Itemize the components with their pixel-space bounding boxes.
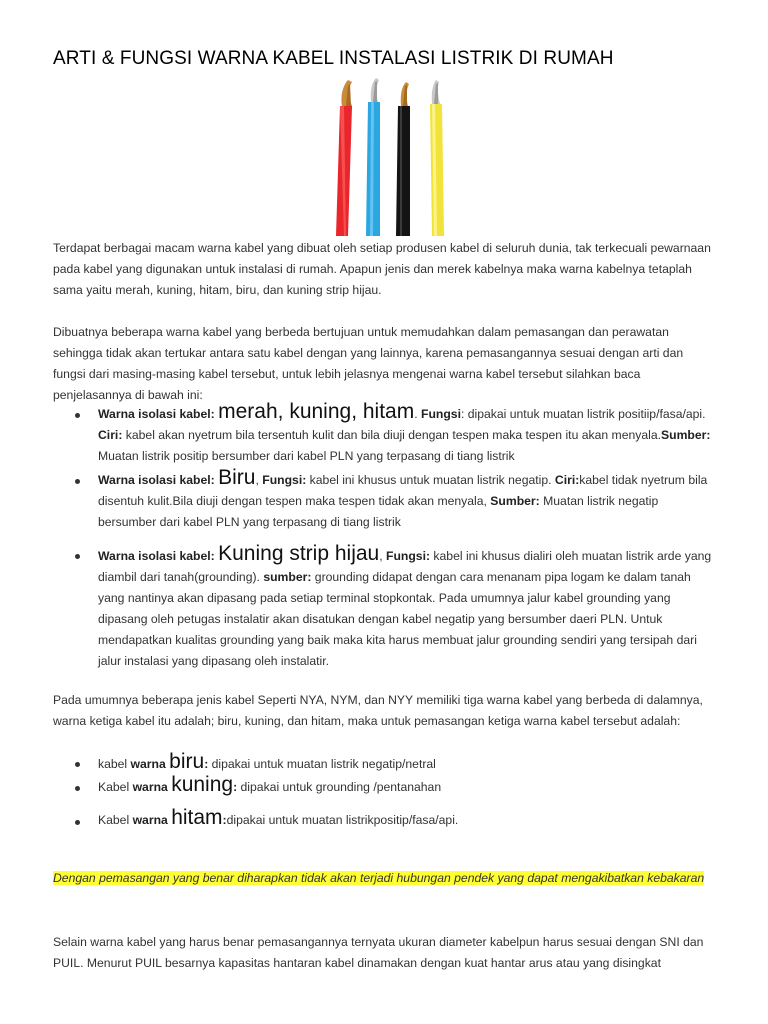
color-name: Kuning strip hijau (218, 542, 380, 565)
bullet-icon (75, 554, 80, 559)
bullet-icon (75, 413, 80, 418)
highlight-text: Dengan pemasangan yang benar diharapkan tidak akan terjadi hubungan pendek yang dapat mengakibatkan kebakaran (53, 871, 705, 885)
page-title: ARTI & FUNGSI WARNA KABEL INSTALASI LISTRIK DI RUMAH (53, 48, 614, 69)
color-name: merah, kuning, hitam (218, 400, 415, 423)
cables-photo (318, 76, 454, 236)
paragraph-4: Selain warna kabel yang harus benar pemasangannya ternyata ukuran diameter kabelpun harus sesuai dengan SNI dan PUIL. Menurut PUIL besarnya kapasitas hantaran kabel dinamakan dengan kuat hantar arus atau yang disingkat (53, 935, 704, 970)
blue-cable (366, 78, 380, 236)
color-name: Biru (218, 466, 256, 489)
color-name: biru (169, 750, 205, 773)
bullet-icon (75, 479, 80, 484)
color-name: hitam (171, 806, 223, 829)
list-item: kabel warna biru: dipakai untuk muatan listrik negatip/netral (98, 750, 436, 773)
red-cable (336, 80, 352, 236)
bullet-icon (75, 762, 80, 767)
black-cable (396, 82, 410, 236)
list-item: Warna isolasi kabel: merah, kuning, hitam. Fungsi: dipakai untuk muatan listrik positiip/fasa/api. Ciri: kabel akan nyetrum bila tersentuh kulit dan bila diuji dengan tespen maka tespen itu akan menyala.Sumber: Muatan listrik positip bersumber dari kabel PLN yang terpasang di tiang listrik (98, 400, 711, 463)
yellow-cable (430, 80, 444, 236)
intro-paragraph-1: Terdapat berbagai macam warna kabel yang dibuat oleh setiap produsen kabel di seluruh dunia, tak terkecuali pewarnaan pada kabel yang digunakan untuk instalasi di rumah. Apapun jenis dan merek kabelnya maka warna kabelnya tetaplah sama yaitu merah, kuning, hitam, biru, dan kuning strip hijau. (53, 241, 711, 297)
list-item: Warna isolasi kabel: Biru, Fungsi: kabel ini khusus untuk muatan listrik negatip. Ciri:kabel tidak nyetrum bila disentuh kulit.Bila diuji dengan tespen maka tespen tidak akan menyala, Sumber: Muatan listrik negatip bersumber dari kabel PLN yang terpasang di tiang listrik (98, 466, 708, 529)
highlighted-note (53, 868, 713, 889)
list-item: Warna isolasi kabel: Kuning strip hijau, Fungsi: kabel ini khusus dialiri oleh muatan listrik arde yang diambil dari tanah(grounding). sumber: grounding didapat dengan cara menanam pipa logam ke dalam tanah yang nantinya akan dipasang pada setiap terminal stopkontak. Pada umumnya jalur kabel grounding yang dipasang oleh petugas instalatir akan disatukan dengan kabel negatip yang bersumber daeri PLN. Untuk mendapatkan kualitas grounding yang baik maka kita harus membuat jalur grounding sendiri yang tersipah dari jalur instalasi yang dipasang oleh instalatir. (98, 542, 712, 668)
color-name: kuning (171, 773, 234, 796)
list-item: Kabel warna hitam:dipakai untuk muatan listrikpositip/fasa/api. (98, 806, 459, 829)
bullet-icon (75, 820, 80, 825)
list-item: Kabel warna kuning: dipakai untuk grounding /pentanahan (98, 773, 442, 796)
bullet-icon (75, 786, 80, 791)
intro-paragraph-2: Dibuatnya beberapa warna kabel yang berbeda bertujuan untuk memudahkan dalam pemasangan dan perawatan sehingga tidak akan tertukar antara satu kabel dengan yang lainnya, karena pemasangannya sesuai dengan arti dan fungsi dari masing-masing kabel tersebut, untuk lebih jelasnya mengenai warna kabel tersebut silahkan baca penjelasannya di bawah ini: (53, 325, 684, 402)
paragraph-3: Pada umumnya beberapa jenis kabel Seperti NYA, NYM, dan NYY memiliki tiga warna kabel yang berbeda di dalamnya, warna ketiga kabel itu adalah; biru, kuning, dan hitam, maka untuk pemasangan ketiga warna kabel tersebut adalah: (53, 693, 703, 728)
